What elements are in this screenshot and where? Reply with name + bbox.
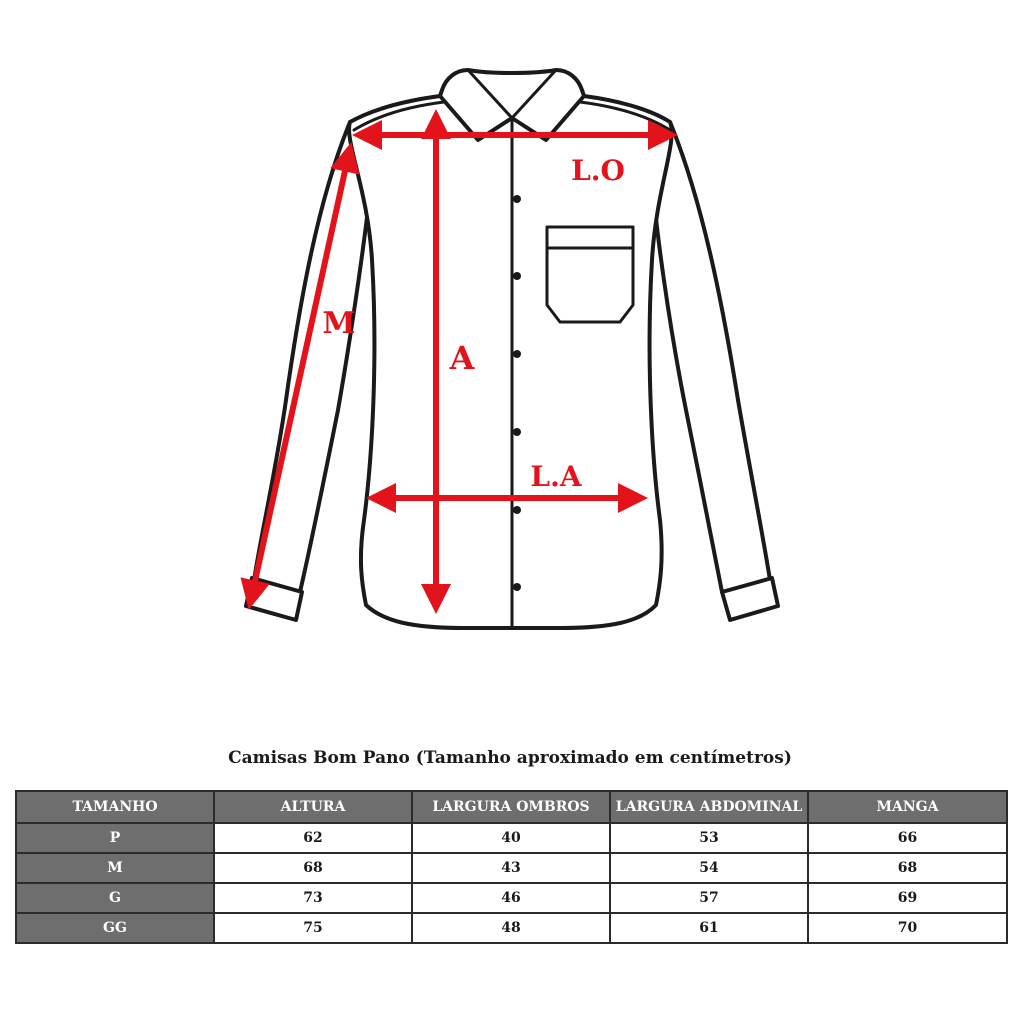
manga-cell: 66 [808,823,1007,853]
header-manga: MANGA [808,791,1007,823]
size-cell: P [16,823,214,853]
table-row [16,883,1007,913]
left-sleeve [254,122,372,592]
size-chart-table [15,790,1008,944]
ombros-cell: 46 [412,883,610,913]
ombros-cell: 40 [412,823,610,853]
header-largura-abdominal: LARGURA ABDOMINAL [610,791,808,823]
ombros-cell: 43 [412,853,610,883]
altura-cell: 73 [214,883,412,913]
shirt-outline [246,70,778,628]
abdominal-cell: 53 [610,823,808,853]
manga-cell: 69 [808,883,1007,913]
table-row [16,853,1007,883]
manga-cell: 68 [808,853,1007,883]
shoulder-width-label: L.O [571,154,625,187]
abdominal-cell: 57 [610,883,808,913]
altura-cell: 75 [214,913,412,943]
table-row [16,913,1007,943]
table-title: Camisas Bom Pano (Tamanho aproximado em centímetros) [228,748,792,768]
header-largura-ombros: LARGURA OMBROS [412,791,610,823]
abdominal-cell: 61 [610,913,808,943]
sleeve-label: M [322,306,356,341]
table-header-row [16,791,1007,823]
altura-cell: 68 [214,853,412,883]
size-cell: G [16,883,214,913]
table-row [16,823,1007,853]
right-sleeve [652,122,770,592]
size-cell: M [16,853,214,883]
ombros-cell: 48 [412,913,610,943]
abdominal-width-label: L.A [530,460,582,493]
header-tamanho: TAMANHO [16,791,214,823]
altura-cell: 62 [214,823,412,853]
abdominal-cell: 54 [610,853,808,883]
header-altura: ALTURA [214,791,412,823]
height-label: A [449,339,475,377]
pocket [547,227,633,322]
size-cell: GG [16,913,214,943]
manga-cell: 70 [808,913,1007,943]
